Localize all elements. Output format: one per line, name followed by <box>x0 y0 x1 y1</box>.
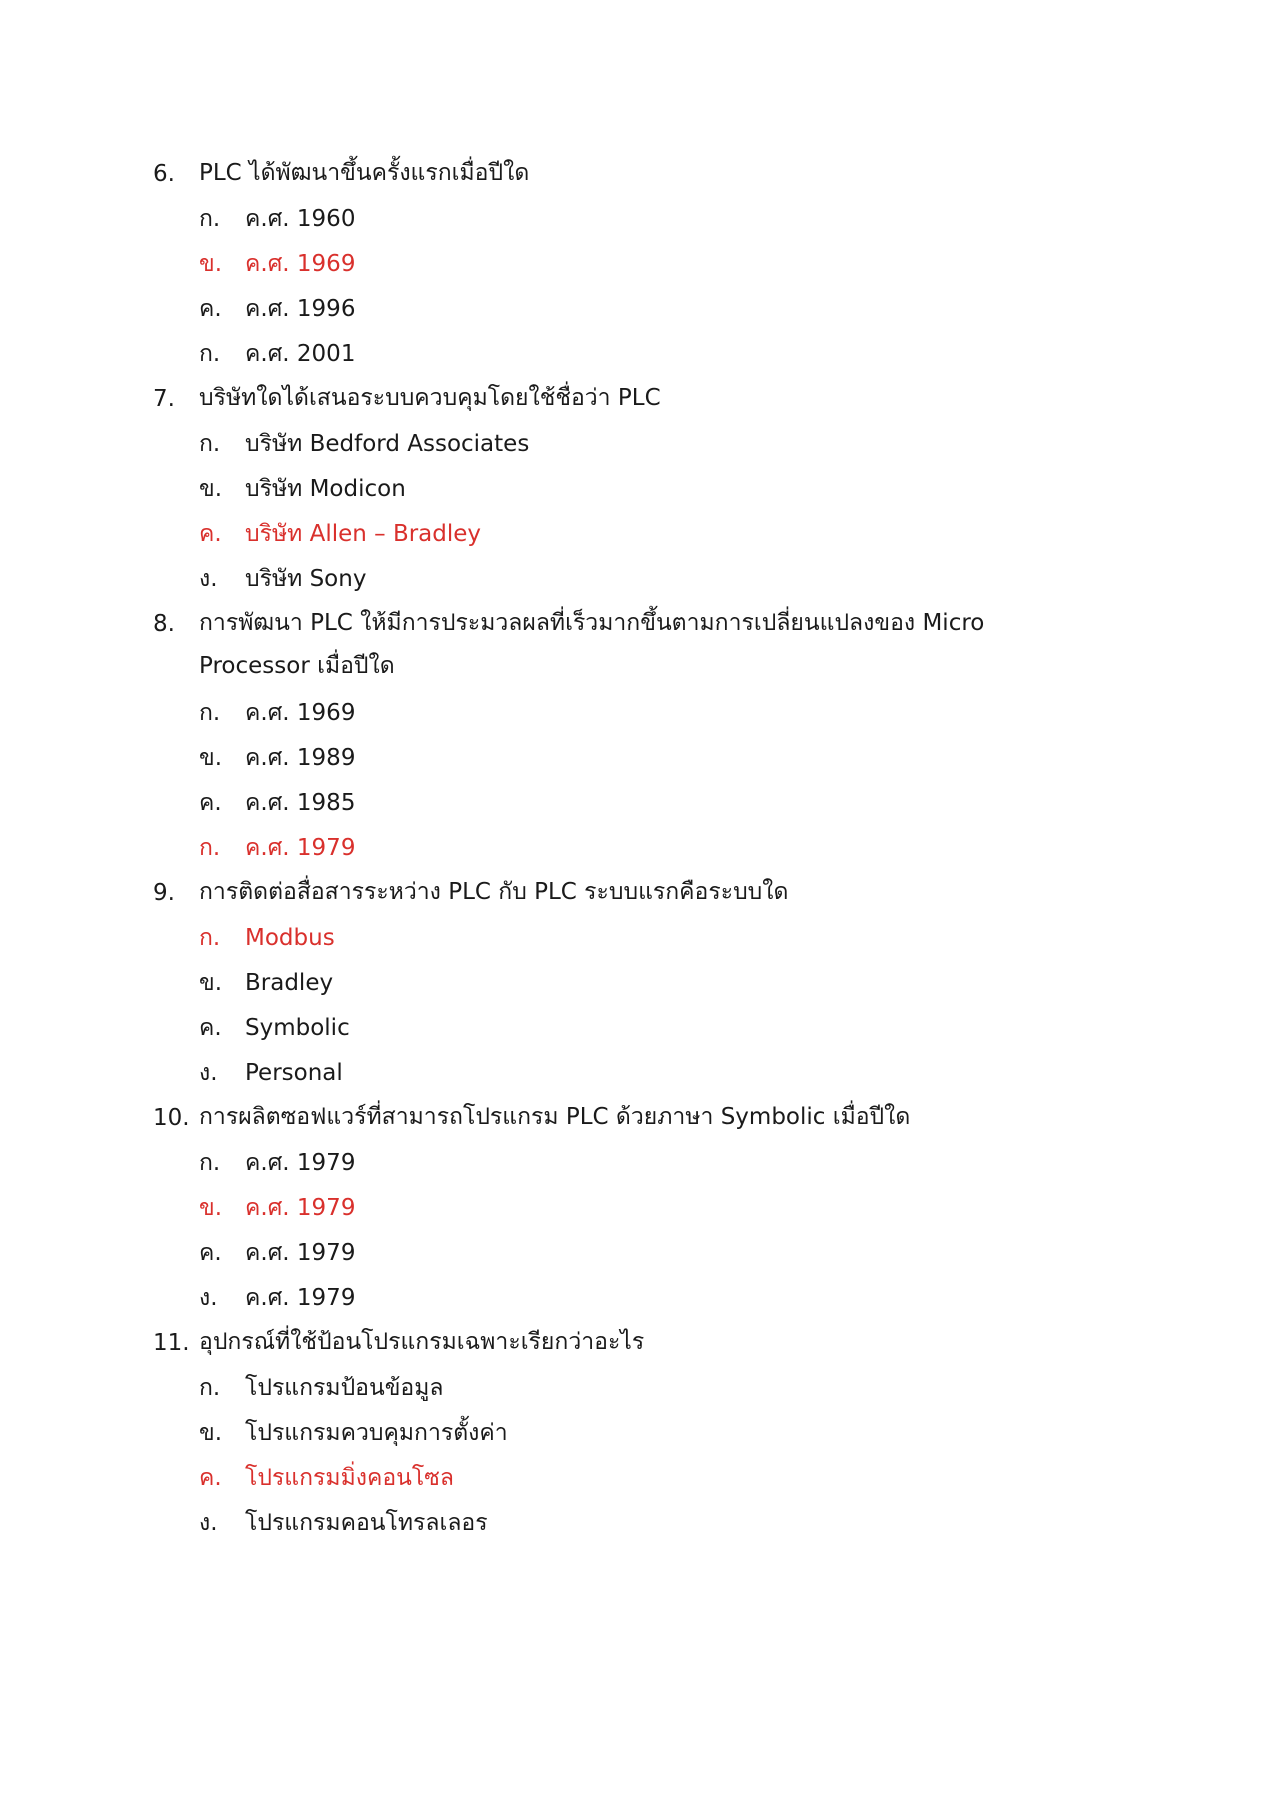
option-text: ค.ศ. 1979 <box>245 1195 356 1221</box>
option-row <box>0 287 1273 332</box>
question-10 <box>0 1096 1273 1321</box>
option-letter: ข. <box>199 745 223 771</box>
question-text: การติดต่อสื่อสารระหว่าง PLC กับ PLC ระบบแรกคือระบบใด <box>199 879 789 905</box>
option-text: ค.ศ. 1969 <box>245 700 356 726</box>
question-number: 7. <box>153 386 175 412</box>
option-row-correct <box>0 512 1273 557</box>
question-text: อุปกรณ์ที่ใช้ป้อนโปรแกรมเฉพาะเรียกว่าอะไร <box>199 1329 645 1355</box>
option-letter: ค. <box>199 521 222 547</box>
option-text: ค.ศ. 1979 <box>245 1150 356 1176</box>
option-row <box>0 961 1273 1006</box>
question-stem <box>0 152 1273 197</box>
option-letter: ก. <box>199 925 221 951</box>
question-6 <box>0 152 1273 377</box>
option-text: โปรแกรมป้อนข้อมูล <box>245 1375 444 1401</box>
option-row <box>0 1501 1273 1546</box>
question-8 <box>0 602 1273 871</box>
option-text: บริษัท Sony <box>245 566 367 592</box>
option-row <box>0 1051 1273 1096</box>
option-row-correct <box>0 242 1273 287</box>
option-text: ค.ศ. 2001 <box>245 341 356 367</box>
option-text: ค.ศ. 1989 <box>245 745 356 771</box>
question-text: การผลิตซอฟแวร์ที่สามารถโปรแกรม PLC ด้วยภาษา Symbolic เมื่อปีใด <box>199 1104 911 1130</box>
option-row <box>0 422 1273 467</box>
question-number: 11. <box>153 1330 190 1356</box>
option-row <box>0 332 1273 377</box>
question-stem <box>0 377 1273 422</box>
question-list <box>0 152 1273 1546</box>
option-text: ค.ศ. 1985 <box>245 790 356 816</box>
option-text: บริษัท Modicon <box>245 476 406 502</box>
option-row <box>0 1231 1273 1276</box>
question-11 <box>0 1321 1273 1546</box>
option-row <box>0 1141 1273 1186</box>
option-text: ค.ศ. 1960 <box>245 206 356 232</box>
option-text: โปรแกรมคอนโทรลเลอร <box>245 1510 488 1536</box>
option-row <box>0 1411 1273 1456</box>
option-text: Modbus <box>245 925 335 951</box>
question-number: 10. <box>153 1105 190 1131</box>
option-letter: ข. <box>199 970 223 996</box>
option-letter: ค. <box>199 790 222 816</box>
option-letter: ก. <box>199 431 221 457</box>
option-letter: ก. <box>199 835 221 861</box>
option-text: โปรแกรมมิ่งคอนโซล <box>245 1465 454 1491</box>
option-row <box>0 1006 1273 1051</box>
question-number: 9. <box>153 880 175 906</box>
option-letter: ก. <box>199 341 221 367</box>
option-letter: ค. <box>199 296 222 322</box>
question-stem <box>0 602 1273 691</box>
option-letter: ง. <box>199 1060 218 1086</box>
option-row-correct <box>0 826 1273 871</box>
option-letter: ก. <box>199 1150 221 1176</box>
option-row <box>0 197 1273 242</box>
option-row <box>0 1366 1273 1411</box>
question-stem <box>0 871 1273 916</box>
option-letter: ค. <box>199 1015 222 1041</box>
question-9 <box>0 871 1273 1096</box>
option-letter: ง. <box>199 566 218 592</box>
option-letter: ข. <box>199 1195 223 1221</box>
option-letter: ค. <box>199 1465 222 1491</box>
option-letter: ง. <box>199 1510 218 1536</box>
option-row <box>0 736 1273 781</box>
question-stem <box>0 1096 1273 1141</box>
option-letter: ก. <box>199 1375 221 1401</box>
question-7 <box>0 377 1273 602</box>
option-row <box>0 1276 1273 1321</box>
option-text: โปรแกรมควบคุมการตั้งค่า <box>245 1420 508 1446</box>
question-text: บริษัทใดได้เสนอระบบควบคุมโดยใช้ชื่อว่า PLC <box>199 385 661 411</box>
option-row-correct <box>0 916 1273 961</box>
question-text: PLC ได้พัฒนาขึ้นครั้งแรกเมื่อปีใด <box>199 160 530 186</box>
option-text: บริษัท Bedford Associates <box>245 431 530 457</box>
question-number: 8. <box>153 611 175 637</box>
option-row <box>0 467 1273 512</box>
option-letter: ค. <box>199 1240 222 1266</box>
option-text: บริษัท Allen – Bradley <box>245 521 482 547</box>
option-row <box>0 781 1273 826</box>
option-letter: ข. <box>199 1420 223 1446</box>
option-letter: ข. <box>199 476 223 502</box>
option-text: ค.ศ. 1979 <box>245 1240 356 1266</box>
option-letter: ก. <box>199 206 221 232</box>
option-text: ค.ศ. 1969 <box>245 251 356 277</box>
option-text: ค.ศ. 1979 <box>245 835 356 861</box>
option-row-correct <box>0 1456 1273 1501</box>
question-number: 6. <box>153 161 175 187</box>
option-letter: ง. <box>199 1285 218 1311</box>
option-row <box>0 691 1273 736</box>
option-text: Personal <box>245 1060 343 1086</box>
question-text: การพัฒนา PLC ให้มีการประมวลผลที่เร็วมากขึ้นตามการเปลี่ยนแปลงของ Micro Processor เมื่อปีใด <box>199 610 985 679</box>
option-text: Symbolic <box>245 1015 350 1041</box>
option-row-correct <box>0 1186 1273 1231</box>
option-letter: ก. <box>199 700 221 726</box>
option-text: Bradley <box>245 970 334 996</box>
option-letter: ข. <box>199 251 223 277</box>
option-text: ค.ศ. 1996 <box>245 296 356 322</box>
question-stem <box>0 1321 1273 1366</box>
option-row <box>0 557 1273 602</box>
option-text: ค.ศ. 1979 <box>245 1285 356 1311</box>
